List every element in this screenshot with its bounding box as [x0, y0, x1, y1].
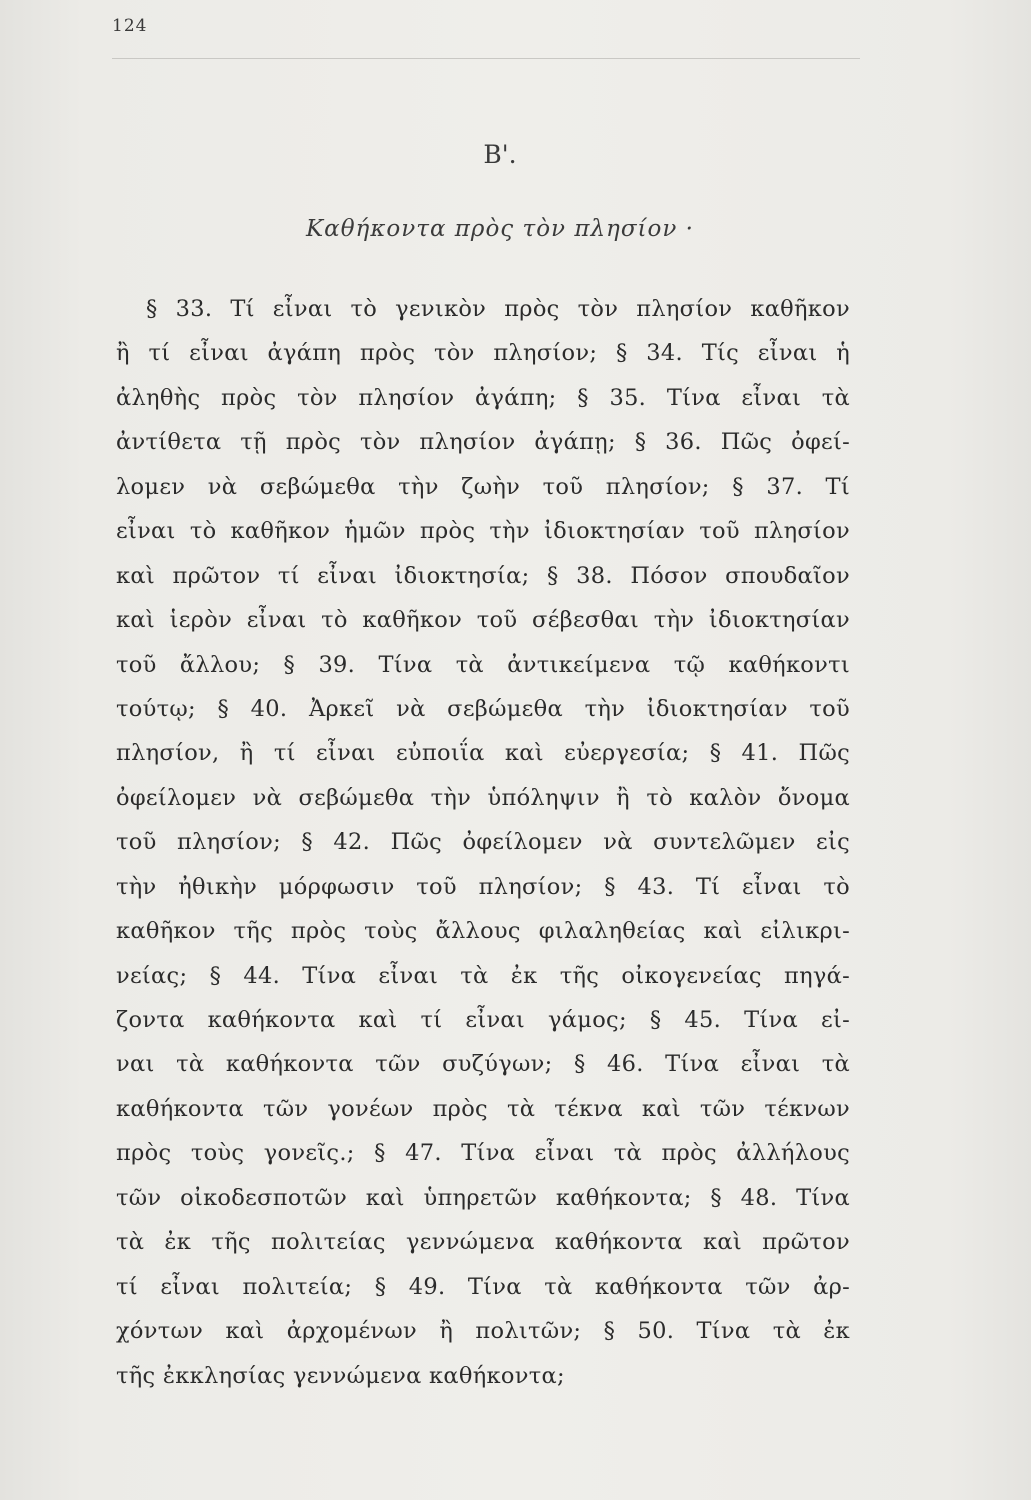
text-line: καθήκοντα τῶν γονέων πρὸς τὰ τέκνα καὶ τῶν τέκνων	[116, 1095, 850, 1122]
section-letter: Β'.	[483, 140, 517, 169]
text-line: τὰ ἐκ τῆς πολιτείας γεννώμενα καθήκοντα καὶ πρῶτον	[116, 1229, 850, 1256]
text-line: χόντων καὶ ἀρχομένων ἢ πολιτῶν; § 50. Τίνα τὰ ἐκ	[116, 1318, 850, 1345]
text-line: τούτῳ; § 40. Ἀρκεῖ νὰ σεβώμεθα τὴν ἰδιοκτησίαν τοῦ	[116, 695, 850, 722]
text-line: λομεν νὰ σεβώμεθα τὴν ζωὴν τοῦ πλησίον; § 37. Τί	[116, 473, 850, 500]
text-line: τῆς ἐκκλησίας γεννώμενα καθήκοντα;	[116, 1362, 565, 1389]
page-number: 124	[112, 16, 148, 36]
text-line: πλησίον, ἢ τί εἶναι εὐποιΐα καὶ εὐεργεσία; § 41. Πῶς	[116, 740, 850, 767]
body-paragraph	[116, 287, 850, 1398]
text-line: § 33. Τί εἶναι τὸ γενικὸν πρὸς τὸν πλησίον καθῆκον	[146, 296, 850, 322]
text-line: ὀφείλομεν νὰ σεβώμεθα τὴν ὑπόληψιν ἢ τὸ καλὸν ὄνομα	[116, 784, 850, 811]
text-line: τοῦ πλησίον; § 42. Πῶς ὀφείλομεν νὰ συντελῶμεν εἰς	[116, 829, 850, 856]
text-line: εἶναι τὸ καθῆκον ἡμῶν πρὸς τὴν ἰδιοκτησίαν τοῦ πλησίον	[116, 518, 850, 545]
text-line: πρὸς τοὺς γονεῖς.; § 47. Τίνα εἶναι τὰ πρὸς ἀλλήλους	[116, 1140, 850, 1167]
section-title: Καθήκοντα πρὸς τὸν πλησίον ·	[305, 216, 694, 242]
text-line: καθῆκον τῆς πρὸς τοὺς ἄλλους φιλαληθείας καὶ εἰλικρι-	[116, 918, 850, 945]
text-line: τοῦ ἄλλου; § 39. Τίνα τὰ ἀντικείμενα τῷ καθήκοντι	[116, 651, 850, 678]
text-line: ἀντίθετα τῇ πρὸς τὸν πλησίον ἀγάπῃ; § 36. Πῶς ὀφεί-	[116, 429, 850, 456]
text-line: τί εἶναι πολιτεία; § 49. Τίνα τὰ καθήκοντα τῶν ἀρ-	[116, 1273, 850, 1300]
text-line: ναι τὰ καθήκοντα τῶν συζύγων; § 46. Τίνα εἶναι τὰ	[116, 1051, 850, 1078]
text-line: τὴν ἠθικὴν μόρφωσιν τοῦ πλησίον; § 43. Τί εἶναι τὸ	[116, 873, 850, 900]
text-line: τῶν οἰκοδεσποτῶν καὶ ὑπηρετῶν καθήκοντα; § 48. Τίνα	[116, 1184, 850, 1211]
text-line: καὶ ἱερὸν εἶναι τὸ καθῆκον τοῦ σέβεσθαι τὴν ἰδιοκτησίαν	[116, 607, 850, 634]
text-line: καὶ πρῶτον τί εἶναι ἰδιοκτησία; § 38. Πόσον σπουδαῖον	[116, 562, 850, 589]
text-line: νείας; § 44. Τίνα εἶναι τὰ ἐκ τῆς οἰκογενείας πηγά-	[116, 962, 850, 989]
text-line: ζοντα καθήκοντα καὶ τί εἶναι γάμος; § 45. Τίνα εἰ-	[116, 1007, 850, 1033]
text-line: ἢ τί εἶναι ἀγάπη πρὸς τὸν πλησίον; § 34. Τίς εἶναι ἡ	[116, 340, 850, 367]
text-line: ἀληθὴς πρὸς τὸν πλησίον ἀγάπη; § 35. Τίνα εἶναι τὰ	[116, 384, 850, 411]
header-rule	[112, 58, 860, 59]
